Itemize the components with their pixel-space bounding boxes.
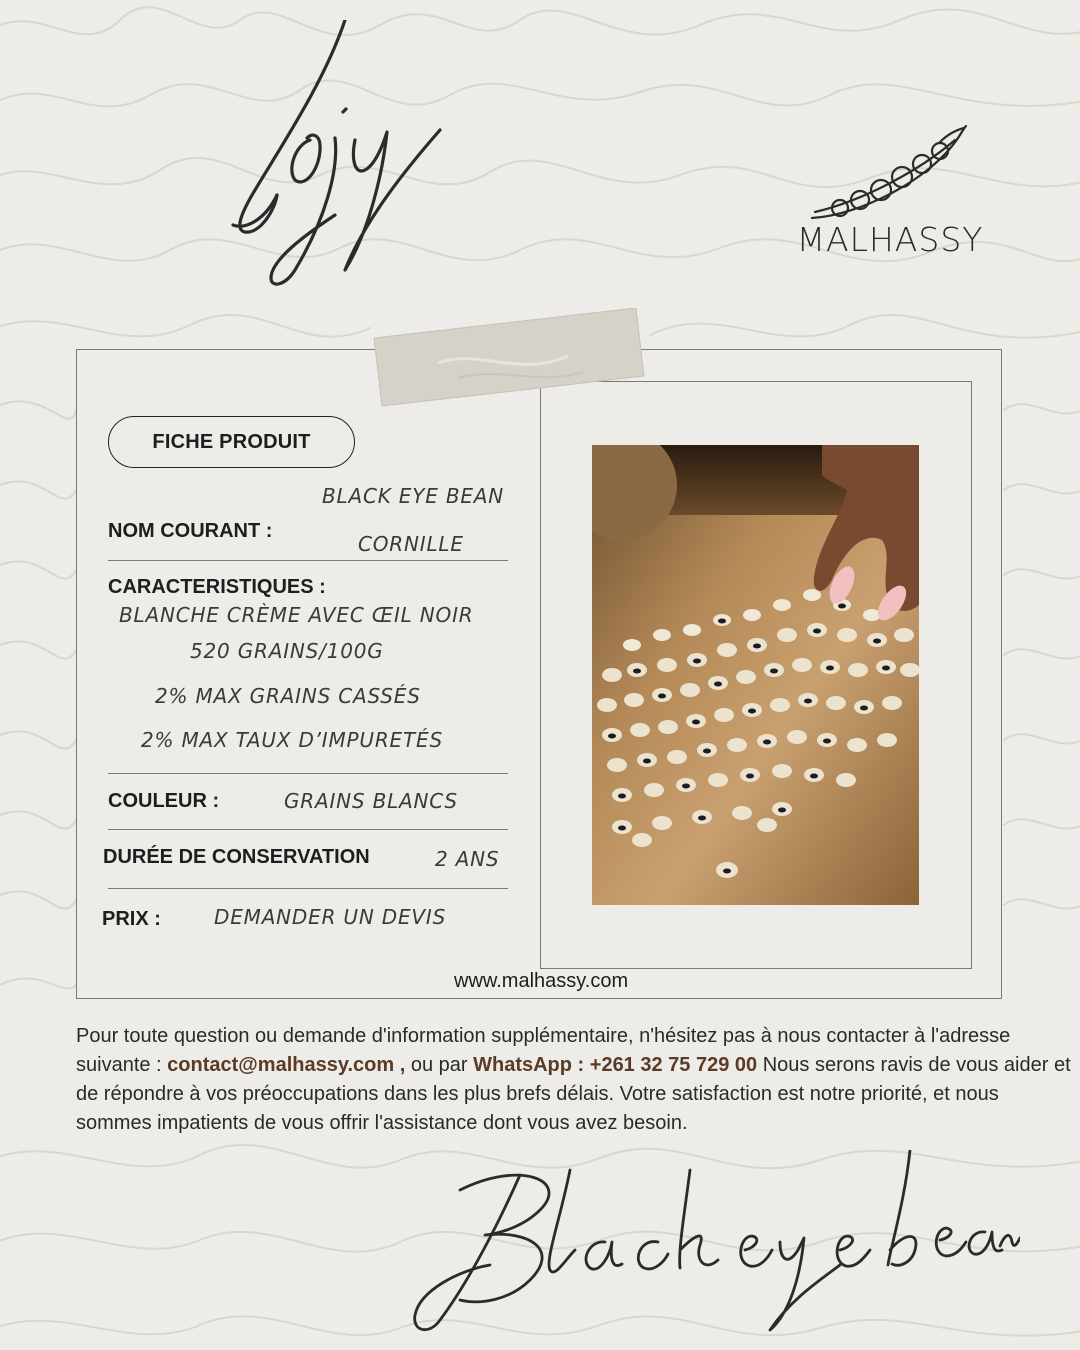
caracteristique-item: BLANCHE CRÈME AVEC ŒIL NOIR	[119, 603, 474, 627]
nom-courant-value-1: BLACK EYE BEAN	[322, 484, 505, 508]
divider	[108, 560, 508, 561]
nom-courant-label: NOM COURANT :	[108, 520, 273, 542]
malhassy-logo	[780, 120, 1000, 270]
conservation-value: 2 ANS	[435, 847, 500, 871]
caracteristiques-label: CARACTERISTIQUES :	[108, 576, 326, 598]
contact-email-link[interactable]: contact@malhassy.com ,	[167, 1054, 406, 1076]
fiche-produit-badge: FICHE PRODUIT	[108, 416, 355, 468]
masking-tape-decoration	[368, 308, 646, 408]
contact-text: ou par	[405, 1054, 474, 1076]
lojy-script-title	[215, 20, 455, 290]
prix-value: DEMANDER UN DEVIS	[214, 905, 447, 929]
contact-text: Pour toute question ou demande d'information supplémentaire, n'hésitez pas à nous contacter à l'adresse suivante :	[76, 1025, 1011, 1076]
divider	[108, 773, 508, 774]
divider	[108, 888, 508, 889]
whatsapp-link[interactable]: WhatsApp : +261 32 75 729 00	[473, 1054, 758, 1076]
couleur-label: COULEUR :	[108, 790, 220, 812]
logo-wordmark: MALHASSY	[796, 220, 984, 259]
nom-courant-value-2: CORNILLE	[358, 532, 464, 556]
contact-paragraph	[76, 1022, 1076, 1138]
black-eye-bean-script	[400, 1150, 1020, 1340]
caracteristique-item: 2% MAX TAUX D’IMPURETÉS	[141, 728, 443, 752]
black-eyed-beans-photo	[592, 445, 919, 905]
website-link[interactable]: www.malhassy.com	[454, 970, 629, 992]
conservation-label: DURÉE DE CONSERVATION	[103, 846, 370, 868]
pea-pod-icon	[780, 120, 1000, 230]
caracteristique-item: 2% MAX GRAINS CASSÉS	[155, 684, 421, 708]
caracteristique-item: 520 GRAINS/100G	[190, 639, 384, 663]
prix-label: PRIX :	[102, 908, 161, 930]
contact-text: Nous serons ravis de vous aider et de répondre à vos préoccupations dans les plus brefs délais. Votre satisfaction est notre priorité, et nous sommes impatients de vous offrir l'assistance dont vous avez besoin.	[76, 1054, 1071, 1134]
couleur-value: GRAINS BLANCS	[284, 789, 458, 813]
divider	[108, 829, 508, 830]
